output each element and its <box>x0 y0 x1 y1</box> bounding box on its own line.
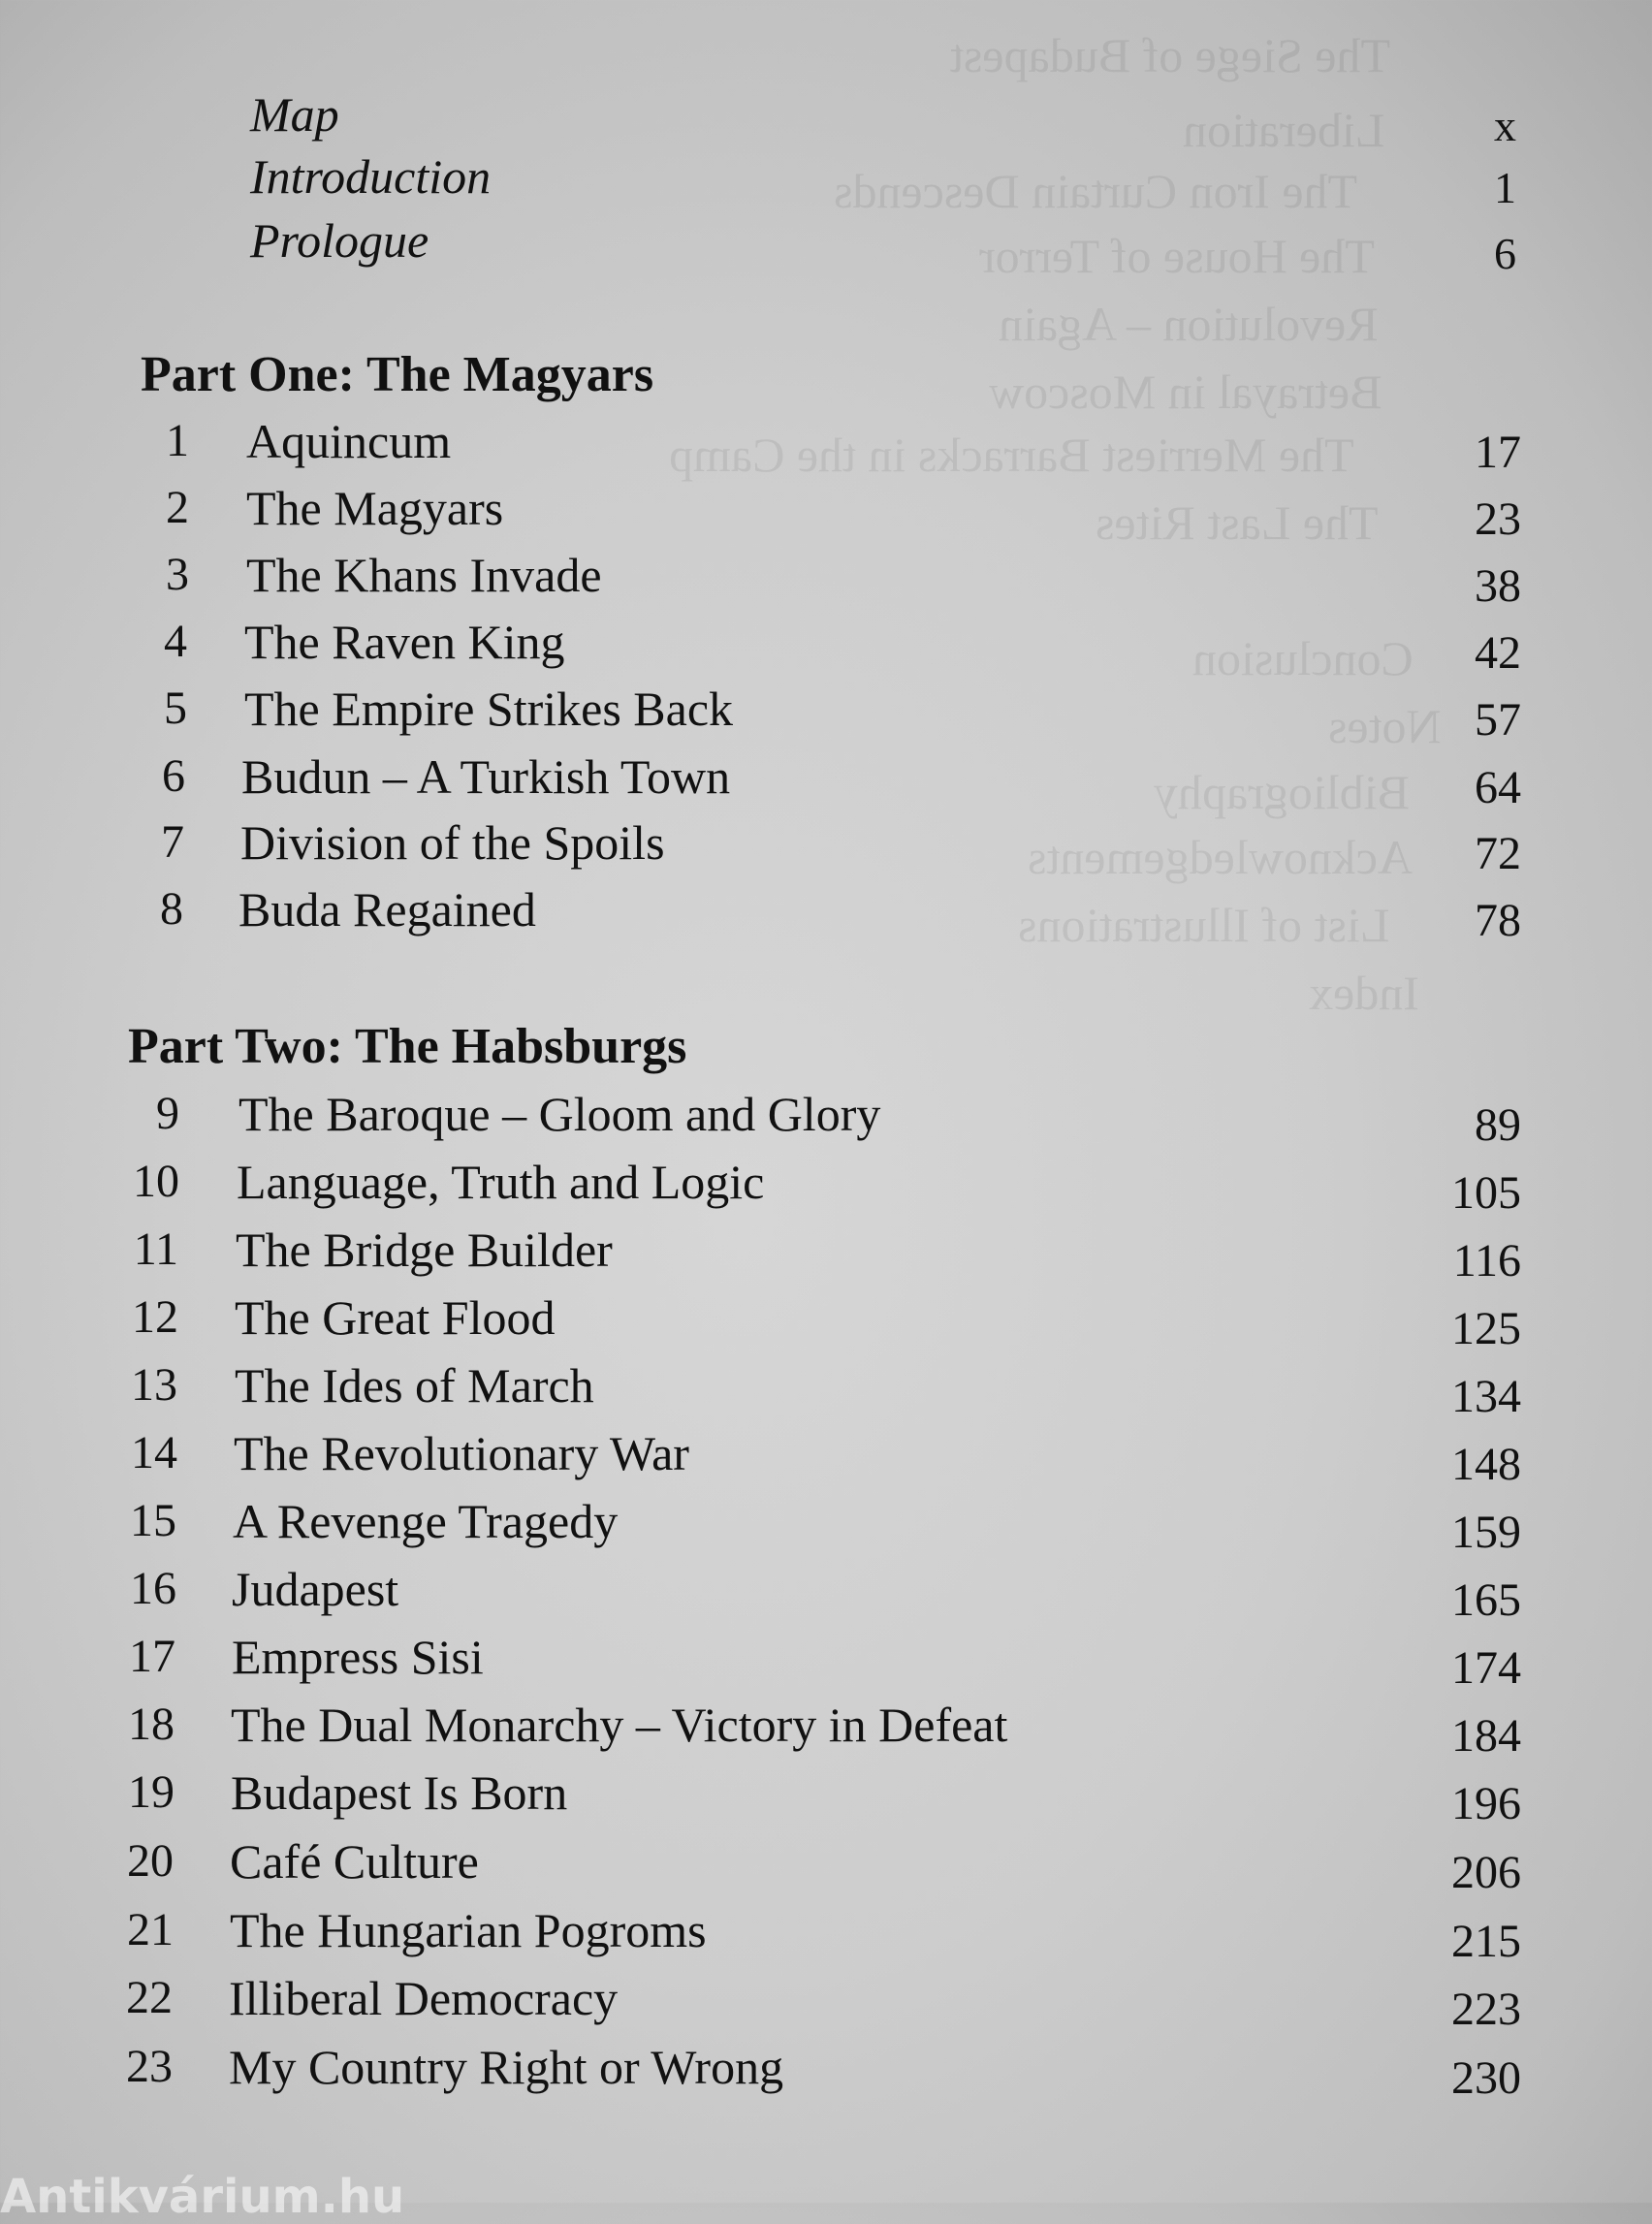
chapter-page: 159 <box>1451 1507 1521 1558</box>
bleed-through-line: List of Illustrations <box>1018 898 1390 952</box>
chapter-page: 206 <box>1451 1847 1521 1898</box>
chapter-number: 3 <box>166 549 189 600</box>
chapter-page: 17 <box>1475 427 1521 478</box>
bleed-through-line: Conclusion <box>1192 631 1414 685</box>
chapter-title: The Raven King <box>244 615 565 669</box>
chapter-page: 125 <box>1451 1303 1521 1354</box>
toc-row <box>0 1423 1652 1490</box>
chapter-number: 20 <box>127 1835 174 1887</box>
chapter-number: 18 <box>128 1699 175 1750</box>
front-matter-page: 6 <box>1494 229 1516 278</box>
part-two-heading: Part Two: The Habsburgs <box>128 1019 687 1074</box>
chapter-page: 116 <box>1452 1235 1521 1287</box>
toc-row <box>0 1900 1652 1967</box>
bleed-through-line: Index <box>1309 966 1419 1020</box>
chapter-title: The Khans Invade <box>246 548 602 602</box>
toc-row <box>0 411 1652 478</box>
toc-row <box>0 1355 1652 1422</box>
chapter-title: A Revenge Tragedy <box>233 1494 619 1548</box>
toc-row <box>0 1695 1652 1762</box>
chapter-page: 223 <box>1451 1984 1521 2035</box>
chapter-title: Language, Truth and Logic <box>237 1155 765 1209</box>
chapter-page: 72 <box>1475 828 1521 879</box>
chapter-title: The Ides of March <box>235 1358 594 1413</box>
chapter-page: 184 <box>1451 1710 1521 1762</box>
chapter-number: 8 <box>160 883 183 935</box>
chapter-title: Division of the Spoils <box>240 815 665 870</box>
chapter-title: The Magyars <box>246 481 504 535</box>
front-matter-title: Map <box>250 87 339 142</box>
chapter-number: 22 <box>126 1972 173 2023</box>
toc-row <box>0 1559 1652 1626</box>
toc-row <box>0 2037 1652 2104</box>
toc-row <box>0 1084 1652 1151</box>
chapter-number: 5 <box>164 683 187 734</box>
bleed-through-line: The Last Rites <box>1096 495 1379 550</box>
front-matter-title: Introduction <box>250 149 492 204</box>
chapter-number: 21 <box>127 1904 174 1955</box>
toc-row <box>0 1491 1652 1558</box>
chapter-number: 7 <box>161 816 184 868</box>
toc-row <box>0 545 1652 612</box>
chapter-number: 10 <box>133 1156 179 1207</box>
chapter-page: 196 <box>1451 1778 1521 1829</box>
chapter-title: My Country Right or Wrong <box>229 2040 784 2094</box>
part-one-heading: Part One: The Magyars <box>141 347 654 402</box>
chapter-title: The Revolutionary War <box>234 1426 689 1480</box>
chapter-page: 148 <box>1451 1439 1521 1490</box>
chapter-page: 38 <box>1475 560 1521 612</box>
bleed-through-line: The House of Terror <box>979 229 1375 283</box>
toc-row <box>0 1152 1652 1219</box>
toc-row <box>0 812 1652 879</box>
chapter-page: 215 <box>1451 1916 1521 1967</box>
chapter-number: 15 <box>130 1495 176 1546</box>
chapter-title: Budapest Is Born <box>231 1765 568 1820</box>
chapter-title: The Hungarian Pogroms <box>230 1903 707 1957</box>
toc-row <box>0 612 1652 679</box>
bleed-through-line: Bibliography <box>1154 765 1410 819</box>
chapter-number: 6 <box>162 750 185 802</box>
chapter-number: 4 <box>164 616 187 667</box>
chapter-number: 16 <box>130 1563 176 1614</box>
chapter-number: 11 <box>133 1223 178 1275</box>
chapter-page: 230 <box>1451 2052 1521 2104</box>
chapter-number: 9 <box>156 1088 179 1139</box>
toc-row <box>0 1763 1652 1829</box>
bleed-through-line: Notes <box>1328 699 1442 753</box>
chapter-title: The Bridge Builder <box>236 1223 613 1277</box>
chapter-title: Illiberal Democracy <box>229 1971 619 2025</box>
front-matter-title: Prologue <box>250 213 429 268</box>
chapter-page: 165 <box>1451 1574 1521 1626</box>
front-matter-page: 1 <box>1494 163 1516 212</box>
chapter-page: 42 <box>1475 627 1521 679</box>
chapter-page: 57 <box>1475 694 1521 746</box>
chapter-title: Judapest <box>232 1562 399 1616</box>
front-matter-page: x <box>1494 101 1516 150</box>
chapter-title: Budun – A Turkish Town <box>241 749 731 804</box>
toc-row <box>0 679 1652 746</box>
chapter-number: 1 <box>166 415 189 466</box>
bleed-through-line: The Iron Curtain Descends <box>834 164 1358 218</box>
bleed-through-line: Revolution – Again <box>999 297 1379 351</box>
chapter-page: 134 <box>1451 1371 1521 1422</box>
chapter-page: 105 <box>1451 1167 1521 1219</box>
chapter-title: The Baroque – Gloom and Glory <box>238 1087 881 1141</box>
bleed-through-line: The Siege of Budapest <box>950 28 1391 82</box>
chapter-page: 64 <box>1475 762 1521 813</box>
toc-row <box>0 1220 1652 1287</box>
chapter-number: 2 <box>166 482 189 533</box>
bleed-through-line: Betrayal in Moscow <box>989 365 1382 419</box>
bleed-through-line: The Merriest Barracks in the Camp <box>669 428 1354 482</box>
chapter-page: 78 <box>1475 895 1521 946</box>
chapter-title: Empress Sisi <box>232 1630 484 1684</box>
bleed-through-line: Liberation <box>1183 103 1385 157</box>
toc-row <box>0 1968 1652 2035</box>
chapter-title: The Great Flood <box>235 1290 556 1345</box>
chapter-number: 12 <box>132 1291 178 1343</box>
chapter-number: 17 <box>129 1631 175 1682</box>
chapter-page: 89 <box>1475 1099 1521 1151</box>
watermark: Antikvárium.hu <box>0 2170 405 2224</box>
chapter-title: The Dual Monarchy – Victory in Defeat <box>231 1698 1008 1752</box>
chapter-title: The Empire Strikes Back <box>244 682 734 736</box>
chapter-title: Buda Regained <box>238 882 536 937</box>
toc-row <box>0 1287 1652 1354</box>
toc-row <box>0 879 1652 946</box>
chapter-page: 23 <box>1475 493 1521 545</box>
toc-row <box>0 1627 1652 1694</box>
bleed-through-line: Acknowledgements <box>1028 830 1414 884</box>
chapter-title: Café Culture <box>230 1834 479 1889</box>
chapter-title: Aquincum <box>246 414 452 468</box>
chapter-number: 19 <box>128 1766 175 1818</box>
toc-row <box>0 1831 1652 1898</box>
toc-row <box>0 747 1652 813</box>
chapter-number: 13 <box>131 1359 177 1411</box>
toc-row <box>0 478 1652 545</box>
chapter-number: 23 <box>126 2041 173 2092</box>
chapter-number: 14 <box>131 1427 177 1478</box>
chapter-page: 174 <box>1451 1642 1521 1694</box>
